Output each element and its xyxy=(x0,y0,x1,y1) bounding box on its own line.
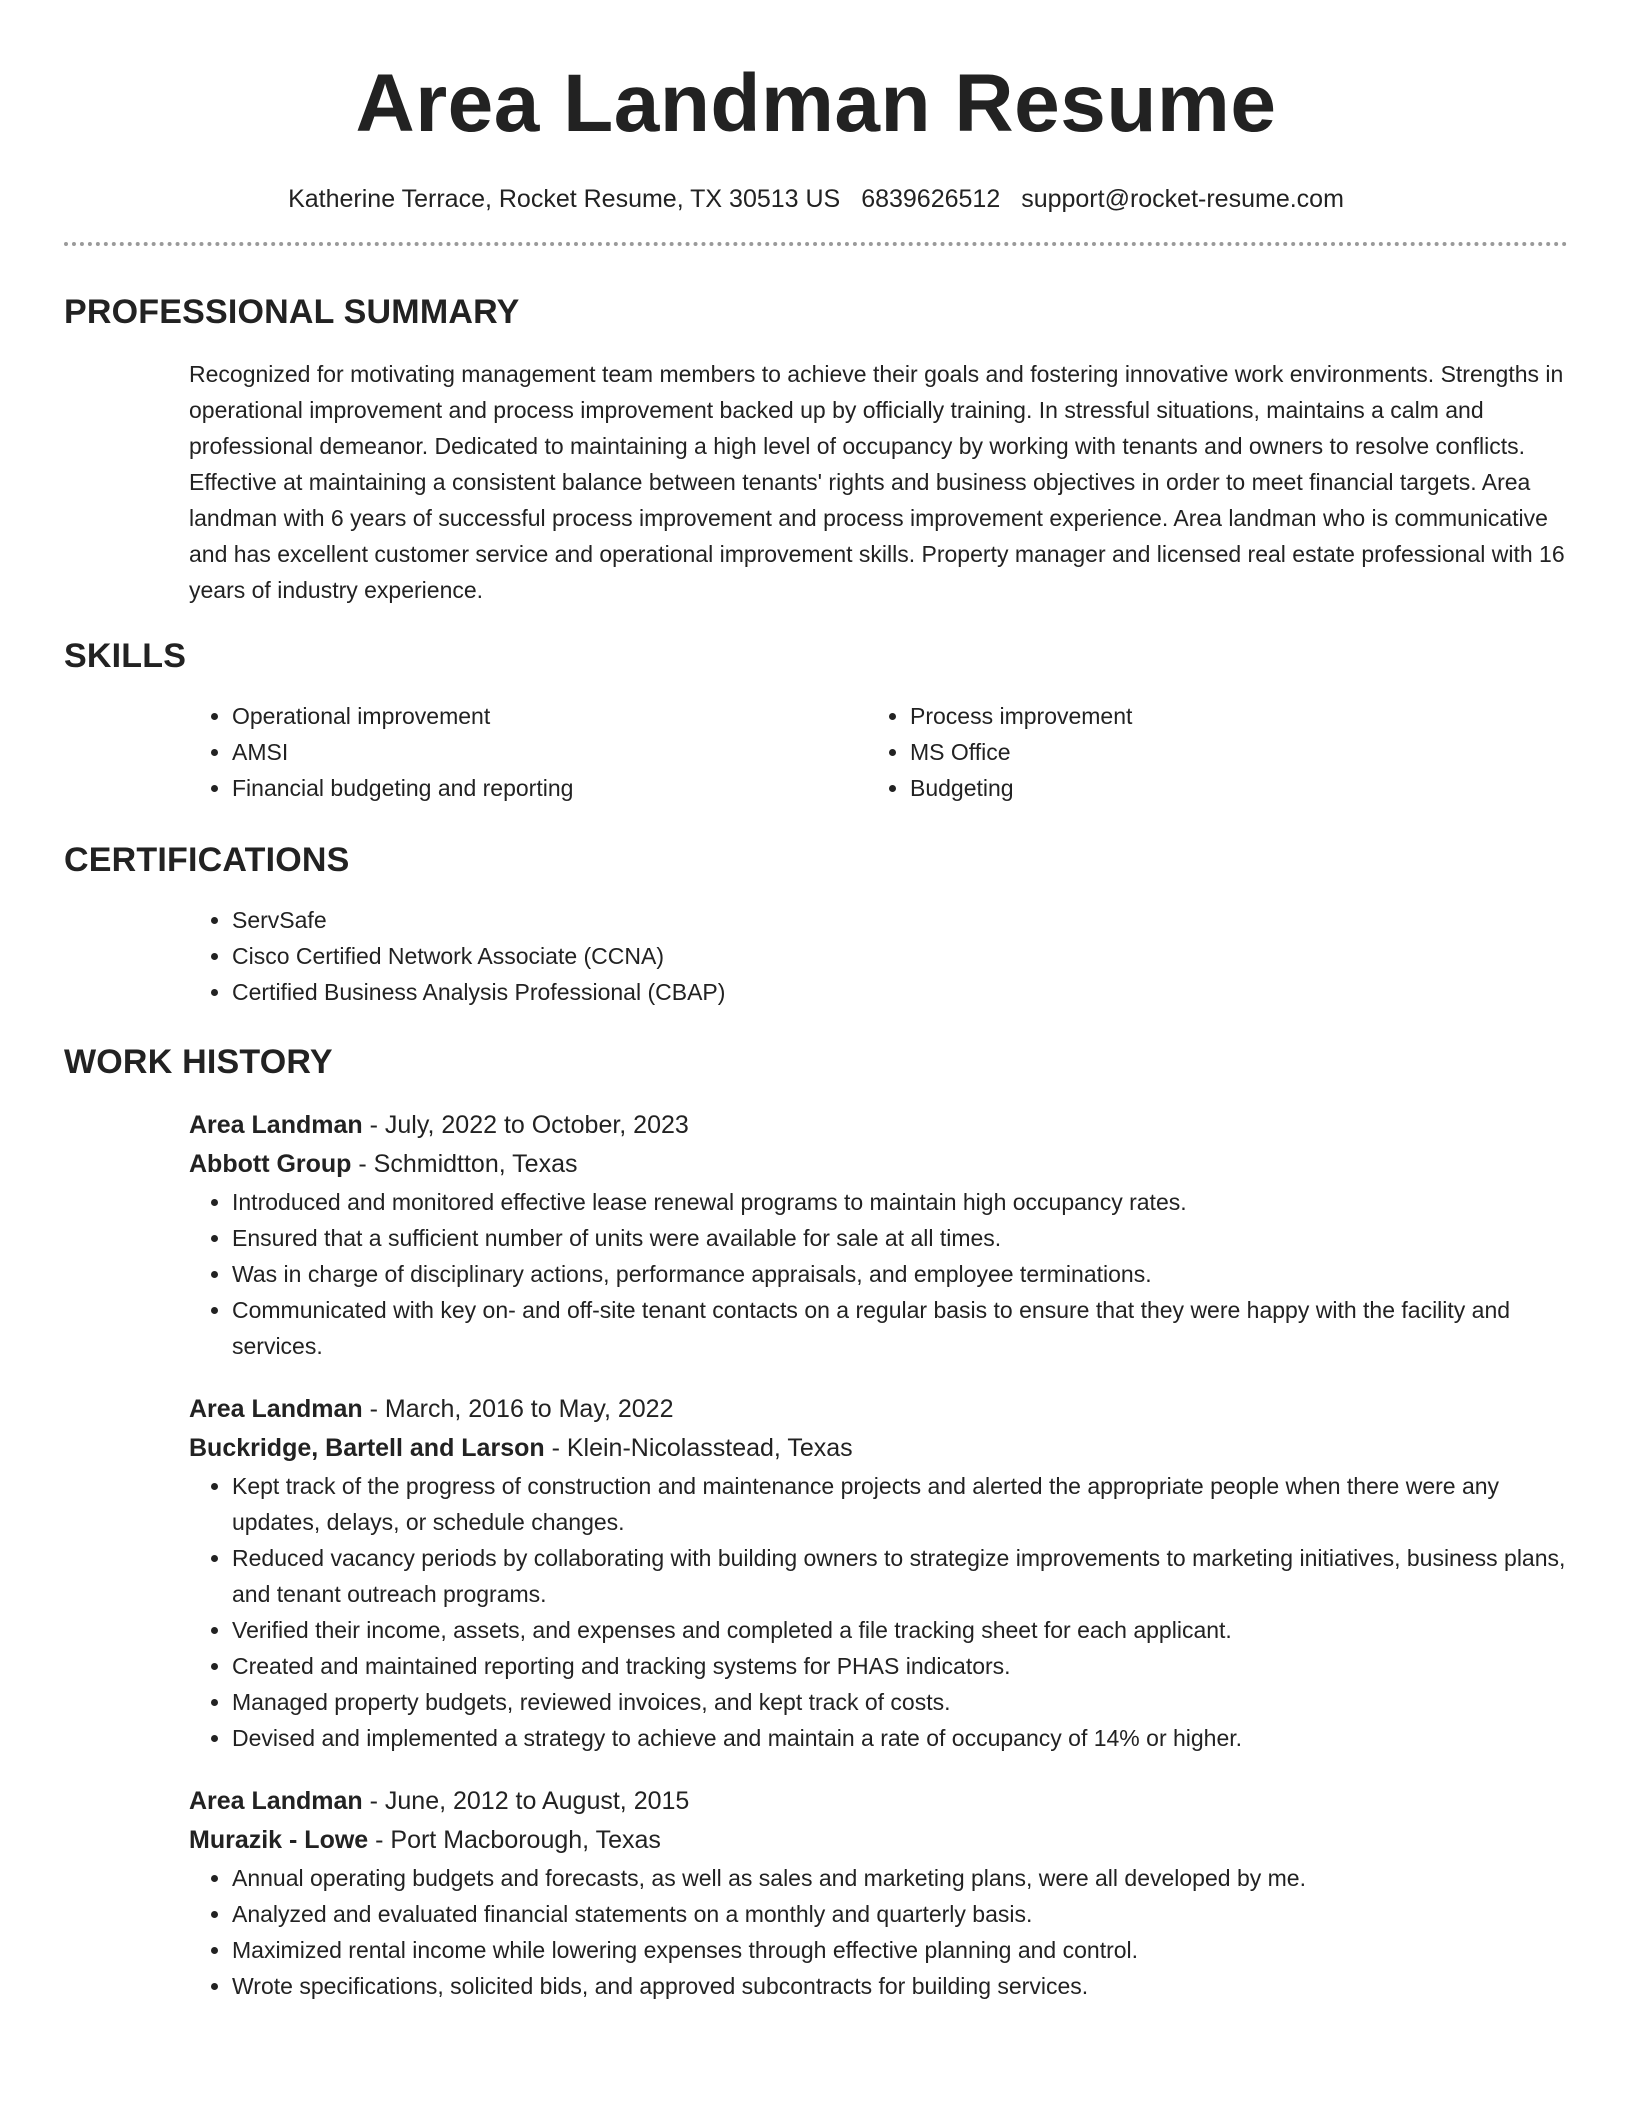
list-item: • Cisco Certified Network Associate (CCNA) xyxy=(232,938,1568,974)
list-item: • Financial budgeting and reporting xyxy=(232,770,867,806)
job-title: Area Landman xyxy=(189,1111,363,1139)
list-item: • Created and maintained reporting and tracking systems for PHAS indicators. xyxy=(232,1648,1568,1684)
job-company-line xyxy=(189,1821,1568,1860)
list-item: • Kept track of the progress of construction and maintenance projects and alerted the appropriate people when there were any updates, delays, or schedule changes. xyxy=(232,1468,1568,1540)
job-company-line xyxy=(189,1145,1568,1184)
work-history-heading: WORK HISTORY xyxy=(64,1043,333,1081)
job-duties xyxy=(189,1860,1568,2004)
list-item: • Managed property budgets, reviewed invoices, and kept track of costs. xyxy=(232,1684,1568,1720)
skills-list-left xyxy=(189,698,867,806)
skills-list-right xyxy=(867,698,1568,806)
job-title: Area Landman xyxy=(189,1787,363,1815)
list-item: • Certified Business Analysis Professional (CBAP) xyxy=(232,974,1568,1010)
job-company-line xyxy=(189,1429,1568,1468)
job-entry xyxy=(189,1390,1568,1756)
contact-address: Katherine Terrace, Rocket Resume, TX 30513 US xyxy=(288,185,841,213)
job-title-line xyxy=(189,1106,1568,1145)
contact-email: support@rocket-resume.com xyxy=(1021,185,1344,213)
job-entry xyxy=(189,1782,1568,2004)
list-item: • Ensured that a sufficient number of units were available for sale at all times. xyxy=(232,1220,1568,1256)
list-item: • Annual operating budgets and forecasts, as well as sales and marketing plans, were all developed by me. xyxy=(232,1860,1568,1896)
job-duties xyxy=(189,1184,1568,1364)
skills-grid xyxy=(189,698,1568,806)
skills-heading: SKILLS xyxy=(64,637,187,675)
job-company: Buckridge, Bartell and Larson xyxy=(189,1434,545,1462)
list-item: • Operational improvement xyxy=(232,698,867,734)
list-item: • Wrote specifications, solicited bids, and approved subcontracts for building services. xyxy=(232,1968,1568,2004)
list-item: • Introduced and monitored effective lease renewal programs to maintain high occupancy rates. xyxy=(232,1184,1568,1220)
job-title: Area Landman xyxy=(189,1395,363,1423)
certifications-heading: CERTIFICATIONS xyxy=(64,841,350,879)
page-title: Area Landman Resume xyxy=(355,58,1277,149)
job-title-line xyxy=(189,1390,1568,1429)
list-item: • AMSI xyxy=(232,734,867,770)
list-item: • Maximized rental income while lowering expenses through effective planning and control. xyxy=(232,1932,1568,1968)
list-item: • Devised and implemented a strategy to achieve and maintain a rate of occupancy of 14% or higher. xyxy=(232,1720,1568,1756)
list-item: • Was in charge of disciplinary actions, performance appraisals, and employee terminations. xyxy=(232,1256,1568,1292)
list-item: • Reduced vacancy periods by collaborating with building owners to strategize improvements to marketing initiatives, business plans, and tenant outreach programs. xyxy=(232,1540,1568,1612)
job-title-line xyxy=(189,1782,1568,1821)
job-location: - Schmidtton, Texas xyxy=(351,1150,578,1178)
list-item: • MS Office xyxy=(910,734,1568,770)
job-dates: - March, 2016 to May, 2022 xyxy=(362,1395,674,1423)
job-company: Abbott Group xyxy=(189,1150,352,1178)
job-location: - Klein-Nicolasstead, Texas xyxy=(544,1434,853,1462)
list-item: • ServSafe xyxy=(232,902,1568,938)
list-item: • Verified their income, assets, and expenses and completed a file tracking sheet for each applicant. xyxy=(232,1612,1568,1648)
summary-heading: PROFESSIONAL SUMMARY xyxy=(64,293,520,331)
job-entry xyxy=(189,1106,1568,1364)
job-company: Murazik - Lowe xyxy=(189,1826,369,1854)
contact-line xyxy=(64,182,1568,216)
job-dates: - July, 2022 to October, 2023 xyxy=(362,1111,689,1139)
job-duties xyxy=(189,1468,1568,1756)
contact-phone: 6839626512 xyxy=(861,185,1001,213)
list-item: • Process improvement xyxy=(910,698,1568,734)
list-item: • Budgeting xyxy=(910,770,1568,806)
header-divider xyxy=(64,242,1568,246)
summary-text: Recognized for motivating management team members to achieve their goals and fostering innovative work environments. Strengths in operational improvement and process improvement backed up by officially training. In stressful situations, maintains a calm and professional demeanor. Dedicated to maintaining a high level of occupancy by working with tenants and owners to resolve conflicts. Effective at maintaining a consistent balance between tenants' rights and business objectives in order to meet financial targets. Area landman with 6 years of successful process improvement and process improvement experience. Area landman who is communicative and has excellent customer service and operational improvement skills. Property manager and licensed real estate professional with 16 years of industry experience. xyxy=(189,361,1565,603)
certifications-list xyxy=(189,902,1568,1010)
job-dates: - June, 2012 to August, 2015 xyxy=(362,1787,690,1815)
job-location: - Port Macborough, Texas xyxy=(368,1826,661,1854)
list-item: • Communicated with key on- and off-site tenant contacts on a regular basis to ensure that they were happy with the facility and services. xyxy=(232,1292,1568,1364)
list-item: • Analyzed and evaluated financial statements on a monthly and quarterly basis. xyxy=(232,1896,1568,1932)
